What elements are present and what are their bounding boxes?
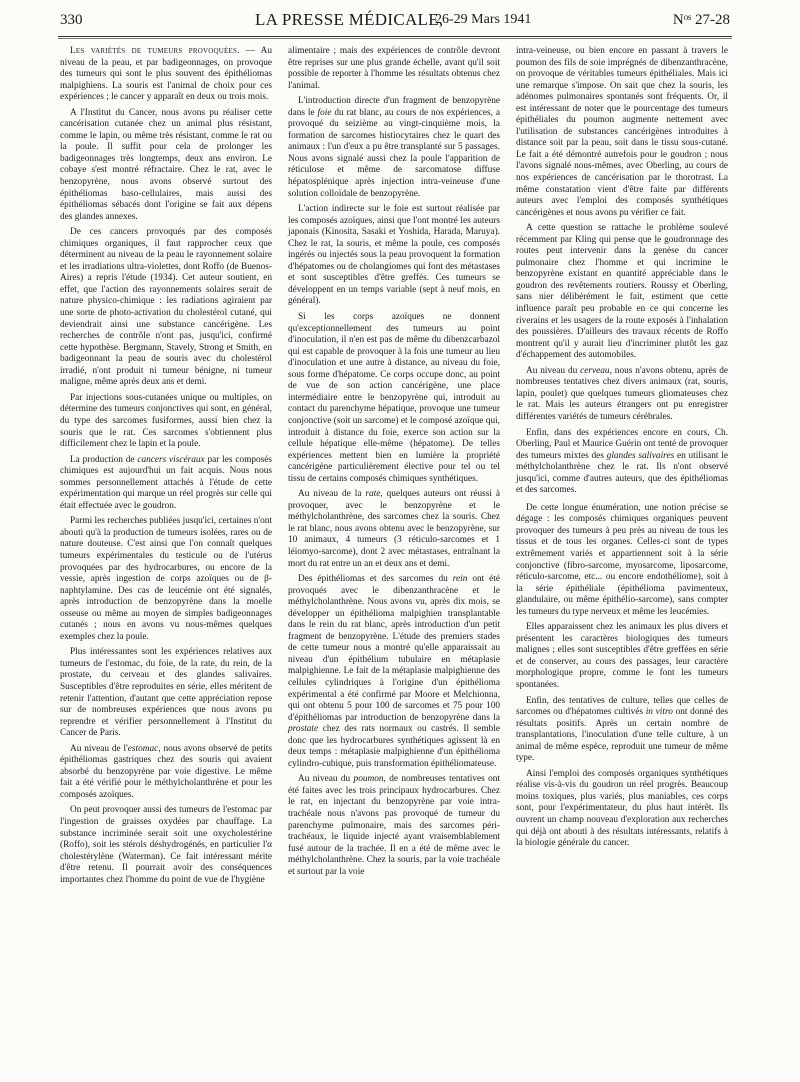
paragraph-text: nous avons observé de petits épithéliomas gastriques chez des souris qui avaient absorbé du benzopyrène par voie digestive. Le même fait a été vérifié pour le méthylcholanthrène et pour les composés azoïques. (60, 743, 272, 800)
emphasized-term: prostate (288, 724, 319, 735)
paragraph-text: ont été provoqués avec le dibenzanthracène et le méthylcholanthrène. Nous avons vu, après dix mois, se développer un épithélioma malpighien transplantable dans le rein du rat blanc, après introduction d'un petit fragment de benzopyrène. L'étude des premiers stades de cette tumeur nous a montré qu'elle apparaissait au niveau d'un épithélium tubulaire en métaplasie malpighienne. Le fait de la métaplasie malpighienne des cellules cylindriques à l'origine d'un épithélioma expérimental a été confirmé par Moore et Melchionna, qui ont obtenu 5 pour 100 de sarcomes et 75 pour 100 d'épithéliomas par introduction de benzopyrène dans la (288, 574, 500, 723)
paragraph-text: par les composés chimiques est aujourd'hui un fait acquis. Nous nous sommes personnellement attachés à l'étude de cette expérimentation qui marque un réel progrès sur celle qui était effectuée avec le goudron. (60, 454, 272, 511)
paragraph-text: Ainsi l'emploi des composés organiques synthétiques réalise vis-à-vis du goudron un réel progrès. Beaucoup moins toxiques, plus variés, plus maniables, ces corps sont, pour l'expérimentateur, du plus haut intérêt. Ils ouvrent un champ nouveau d'exploration aux recherches qui déjà ont abouti à des résultats intéressants, relatifs à la biologie générale du cancer. (516, 768, 728, 849)
paragraph-text: chez des rats normaux ou castrés. Il semble donc que les hydrocarbures synthétiques agissent là en deux temps : métaplasie malpighienne d'un épithélioma cylindro-cubique, puis transformation épithéliomateuse. (288, 724, 500, 769)
paragraph (516, 696, 728, 765)
issue-number: Nᵒˢ 27-28 (672, 12, 730, 28)
emphasized-term: rate, (365, 489, 383, 500)
paragraph (288, 204, 500, 308)
paragraph-text: Elles apparaissent chez les animaux les plus divers et présentent les caractères biologiques des tumeurs malignes ; elles sont susceptibles d'être greffées en série et de conserver, au cours des passages, leur caractère morphologique propre, comme le font les tumeurs spontanées. (516, 622, 728, 690)
paragraph-text: La production de (70, 454, 138, 465)
emphasized-term: cerveau, (580, 365, 612, 376)
paragraph (60, 744, 272, 802)
text-column-1 (60, 46, 272, 890)
paragraph (60, 393, 272, 451)
paragraph (60, 455, 272, 513)
paragraph-text: De ces cancers provoqués par des composés chimiques organiques, il faut rapprocher ceux que déterminent au niveau de la peau le rayonnement solaire et les irradiations ultra-violettes, dont Roffo (de Buenos-Aires) a repris l'étude (1934). Cet auteur soutient, en effet, que l'action des rayonnements solaires serait de nature physico-chimique : les radiations agiraient par une sorte de photo-activation du cholestérol cutané, qui deviendrait ainsi une substance cancérigène. Les recherches de contrôle n'ont pas, jusqu'ici, confirmé cette hypothèse. Bergmann, Stavely, Strong et Smith, en badigeonnant la peau de souris avec du cholestérol irradié, n'ont produit ni tumeur bénigne, ni tumeur maligne, même après deux ans et demi. (60, 227, 272, 388)
paragraph-text: A l'Institut du Cancer, nous avons pu réaliser cette cancérisation cutanée chez un animal plus résistant, comme le lapin, ou même très résistant, comme le rat ou la poule. Il suffit pour cela de prolonger les badigeonnages très longtemps, deux ans environ. Le cobaye s'est montré réfractaire. Chez le rat, avec le benzopyrène, nous avons observé surtout des épithéliomas baso-cellulaires, mais aussi des épithéliomas sébacés dont l'origine se fait aux dépens des glandes annexes. (60, 107, 272, 222)
paragraph-text: De cette longue énumération, une notion précise se dégage : les composés chimiques organiques peuvent provoquer des tumeurs à peu près au niveau de tous les tissus et de tous les organes. Celles-ci sont de types extrêmement variés et appartiennent soit à la série conjonctive (fibro-sarcome, myosarcome, liposarcome, réticulo-sarcome, etc... ou encore endothéliome), soit à la série épithéliale (épithélioma pavimenteux, glandulaire, ou même épithélio-sarcome), sans compter les tumeurs du type nerveux et même les leucémies. (516, 502, 728, 617)
journal-title: LA PRESSE MÉDICALE, (255, 10, 444, 29)
paragraph (60, 108, 272, 223)
paragraph (60, 647, 272, 739)
paragraph-text: Enfin, des tentatives de culture, telles que celles de sarcomes ou d'hépatomes cultivés (516, 695, 728, 718)
paragraph-text: Au niveau de la (298, 489, 366, 500)
paragraph (516, 46, 728, 219)
paragraph-text: A cette question se rattache le problème soulevé récemment par Kling qui pense que le goudronnage des routes peut intervenir dans la genèse du cancer pulmonaire chez l'homme et qui incrimine le benzopyrène existant en quantité appréciable dans le goudron des revêtements routiers. Roussy et Oberling, sans nier délibérément le fait, estiment que cette influence paraît peu probable en ce qui concerne les riverains et les usagers de la route exposés à l'inhalation des poussières. D'ailleurs des travaux récents de Roffo montrent qu'il y aurait lieu d'incriminer plutôt les gaz d'échappement des automobiles. (516, 223, 728, 361)
paragraph (516, 503, 728, 618)
paragraph-text: Plus intéressantes sont les expériences relatives aux tumeurs de l'estomac, du foie, de la rate, du rein, de la prostate, du cerveau et des glandes salivaires. Susceptibles d'être reproduites en série, elles méritent de retenir l'attention, d'autant que cette appréciation repose sur de nombreuses expériences que nous avons pu reprendre et vérifier personnellement à l'Institut du Cancer de Paris. (60, 647, 272, 739)
paragraph (60, 516, 272, 643)
paragraph-text: Au niveau du (298, 774, 354, 785)
paragraph (288, 774, 500, 878)
paragraph-text: du rat blanc, au cours de nos expériences, a provoqué du seizième au vingt-cinquième mois, la formation de sarcomes histiocytaires chez le quart des animaux : l'un d'eux a pu être transplanté sur 5 passages. Nous avons signalé aussi chez la poule l'apparition de réticulose et même de sarcomatose diffuse hépatosplénique après injection intra-veineuse d'une solution colloïdale de benzopyrène. (288, 107, 501, 199)
paragraph (288, 489, 500, 570)
paragraph (516, 366, 728, 424)
paragraph (516, 223, 728, 362)
text-column-2 (288, 46, 500, 882)
paragraph (60, 227, 272, 389)
page-header (60, 10, 730, 34)
paragraph (60, 46, 272, 104)
paragraph-text: quelques auteurs ont réussi à provoquer, avec le benzopyrène et le méthylcholanthrène, des sarcomes chez la souris. Chez le rat blanc, nous avons obtenu avec le benzopyrène, sur 10 animaux, 4 tumeurs (3 réticulo-sarcomes et 1 léiomyo-sarcome), dont 2 avec métastases, entraînant la mort du rat entre un an et deux ans et demi. (288, 489, 500, 569)
paragraph (288, 96, 500, 200)
emphasized-term: in vitro (645, 707, 673, 718)
paragraph-text: Au niveau de l' (70, 743, 128, 754)
paragraph (516, 428, 728, 497)
emphasized-term: estomac, (127, 743, 161, 754)
issue-date: 26-29 Mars 1941 (435, 12, 532, 27)
paragraph-text: Au niveau du (526, 365, 581, 376)
paragraph-text: intra-veineuse, ou bien encore en passant à travers le poumon des fils de soie imprégnés de dibenzanthracène, on provoque de véritables tumeurs épithéliales. Mais ici une remarque s'impose. On sait que chez la souris, les adénomes pulmonaires spontanés sont fréquents. Or, il est intéressant de noter que le pourcentage des tumeurs épithéliales du poumon augmente nettement avec l'utilisation de substances cancérigènes introduites à distance soit par la peau, soit dans le tissu sous-cutané. Le fait a été démontré autrefois pour le goudron ; nous l'avons signalé nous-mêmes, avec Oberling, au cours de nos expériences de cancérisation par le thorotrast. La même constatation vient d'être faite par différents auteurs avec l'emploi des composés synthétiques cancérigènes et nous avons pu vérifier ce fait. (516, 46, 728, 218)
paragraph-text: de nombreuses tentatives ont été faites avec les trois principaux hydrocarbures. Chez le rat, en injectant du benzopyrène par voie intra-trachéale nous n'avons pas provoqué de tumeur du parenchyme pulmonaire, mais des sarcomes péri-trachéaux, le liquide injecté ayant vraisemblablement fusé autour de la trachée. Il en a été de même avec le méthylcholanthrène. Chez la souris, par la voie trachéale et surtout par la voie (288, 774, 500, 877)
paragraph-text: L'action indirecte sur le foie est surtout réalisée par les composés azoïques, ainsi que l'ont montré les auteurs japonais (Kinosita, Sasaki et Yoshida, Harada, Maruya). Chez le rat, la souris, et même la poule, ces composés ingérés ou injectés sous la peau provoquent la formation d'hépatomes ou de cholangiomes qui font des métastases et sont susceptibles d'être greffés. Ces tumeurs se développent en un temps variable (sept à neuf mois, en général). (288, 204, 500, 307)
paragraph (288, 574, 500, 770)
paragraph-text: — Au niveau de la peau, et par badigeonnages, on provoque des tumeurs qui sont le plus souvent des épithéliomas malpighiens. La souris est l'animal de choix pour ces expériences ; le cancer y apparaît en deux ou trois mois. (60, 46, 272, 103)
paragraph-text: On peut provoquer aussi des tumeurs de l'estomac par l'ingestion de graisses oxydées par chauffage. La substance incriminée serait soit une oxycholestérine (Roffo), soit les stérols déshydrogénés, en particulier l'α cholestérylène (Waterman). Ce fait intéressant mérite d'être retenu. Il pourrait avoir des conséquences importantes chez l'homme du point de vue de l'hygiène (60, 805, 272, 885)
paragraph-text: en utilisant le méthylcholanthrène chez le rat. Ils n'ont observé jusqu'ici, comme d'autres auteurs, que des épithéliomas et des sarcomes. (516, 450, 728, 496)
emphasized-term: poumon, (353, 774, 386, 785)
paragraph (60, 805, 272, 886)
page-number: 330 (60, 12, 83, 28)
header-rule-secondary (58, 38, 732, 39)
paragraph-text: Enfin, dans des expériences encore en cours, Ch. Oberling, Paul et Maurice Guérin ont tenté de provoquer des tumeurs mixtes des (516, 427, 728, 461)
text-column-3 (516, 46, 728, 854)
paragraph-text: nous n'avons obtenu, après de nombreuses tentatives chez divers animaux (rat, souris, lapin, poulet) que quelques tumeurs gliomateuses chez le rat. Mais les auteurs étrangers ont pu enregistrer différentes variétés de tumeurs cérébrales. (516, 365, 729, 422)
paragraph (516, 769, 728, 850)
paragraph-text: Parmi les recherches publiées jusqu'ici, certaines n'ont abouti qu'à la production de tumeurs isolées, rares ou de nature douteuse. C'est ainsi que l'on connaît quelques tumeurs expérimentales du testicule ou de l'utérus provoquées par des hydrocarbures, ou encore de la vessie, après ingestion de corps azoïques ou de β-naphtylamine. Des cas de leucémie ont été signalés, après introduction de benzopyrène dans la moelle osseuse ou même au moyen de simples badigeonnages cutanés ; nous en avons vu nous-mêmes quelques exemples chez la poule. (60, 516, 272, 642)
paragraph-text: alimentaire ; mais des expériences de contrôle devront être reprises sur une plus grande échelle, avant qu'il soit possible de reporter à l'homme les résultats obtenus chez l'animal. (288, 46, 500, 91)
paragraph (288, 46, 500, 92)
paragraph-text: Des épithéliomas et des sarcomes du (298, 574, 453, 585)
paragraph (288, 312, 500, 485)
paragraph (516, 622, 728, 691)
emphasized-term: foie (317, 107, 332, 118)
emphasized-term: glandes salivaires (606, 450, 675, 461)
paragraph-text: Si les corps azoïques ne donnent qu'exceptionnellement des tumeurs au point d'inoculation, il n'en est pas de même du dibenzcarbazol qui est capable de provoquer à la fois une tumeur au lieu d'inoculation et une autre à distance, au niveau du foie, sous forme d'hépatome. Ce corps occupe donc, au point de vue de son action cancérigène, une place intermédiaire entre le benzopyrène qui, introduit au contact du parenchyme hépatique, provoque une tumeur conjonctive (soit un sarcome) et le composé azoïque qui, introduit à distance du foie, exerce son action sur la cellule hépatique elle-même (hépatome). De telles expériences mettent bien en lumière la propriété cancérigène particulièrement élective pour tel ou tel tissu de certains composés chimiques synthétiques. (288, 312, 500, 484)
paragraph-text: Par injections sous-cutanées unique ou multiples, on détermine des tumeurs conjonctives qui sont, en général, du type des sarcomes fusiformes, aussi bien chez la souris que le rat. Ces sarcomes s'obtiennent plus difficilement chez le lapin et la poule. (60, 392, 272, 450)
section-heading: Les variétés de tumeurs provoquées. (70, 46, 240, 56)
header-rule (58, 36, 732, 37)
emphasized-term: cancers viscéraux (137, 454, 205, 465)
paragraph-text: L'introduction directe d'un fragment de benzopyrène dans le (288, 96, 500, 118)
paragraph-text: ont donné des résultats positifs. Après un certain nombre de transplantations, l'inoculation d'une telle culture, à un animal de même espèce, reproduit une tumeur de même type. (516, 707, 728, 764)
emphasized-term: rein (452, 574, 468, 585)
